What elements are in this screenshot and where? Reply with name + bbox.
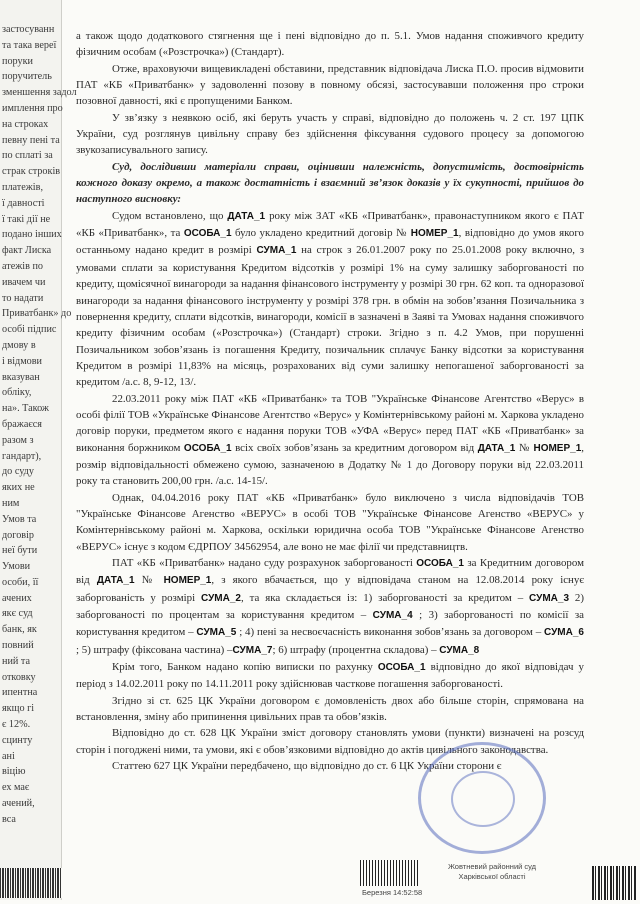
bleed-line: имплення про <box>2 102 63 114</box>
bleed-line: до суду <box>2 466 34 478</box>
stamp-court-line1: Жовтневий районний суд <box>447 862 537 871</box>
bleed-line: договір <box>2 529 35 541</box>
stamp-court-line2: Харківської області <box>458 872 526 881</box>
bleed-line: повний <box>2 640 34 652</box>
text-segment: , розмір відповідальності обмежено сумою, зазначеною в Додатку № 1 до Договору поруки від 22.03.2011 року та становить 200,00 грн. /а.с. 14-15/. <box>76 441 584 488</box>
bleed-line: ех має <box>2 782 30 794</box>
bleed-line: на». Також <box>2 403 49 415</box>
bleed-line: гандарт), <box>2 450 42 462</box>
bleed-line: особі підпис <box>2 324 57 336</box>
registration-stamp <box>360 860 556 900</box>
bleed-line: ачених <box>2 592 32 604</box>
bleed-line: ний та <box>2 655 31 667</box>
paragraph-p3 <box>76 110 584 159</box>
right-barcode <box>592 866 636 900</box>
bleed-line: обліку, <box>2 387 32 399</box>
text-segment: Судом встановлено, що <box>112 209 228 222</box>
bleed-line: разом з <box>2 434 34 446</box>
bleed-line: ї такі дії не <box>2 213 51 225</box>
bleed-line: і відмови <box>2 355 43 367</box>
bleed-line: атежів по <box>2 260 44 272</box>
court-seal-stamp <box>418 742 546 854</box>
bleed-line: вса <box>2 813 16 825</box>
bleed-line: ивачем чи <box>2 276 46 288</box>
text-segment: , та яка складається із: 1) заборгованості за кредитом – <box>240 591 530 604</box>
paragraph-p4 <box>76 159 584 208</box>
text-segment: на строк з 26.01.2007 року по 25.01.2008 року включно, з умовами сплати за користування Кредитом відсотків у розмірі 1% на суму залишку заборгованості по кредиту, щомісячної винагороди за надання фінансового інструменту у розмірі 30 грн. 62 коп. та одноразової винагороди за надання фінансового інструменту у розмірі 378 грн. в обмін на зобов’язання Позичальника з повернення кредиту, сплати відсотків, винагороди, комісії в зазначені в Заяві та Умовах надання споживчого кредиту фізичним особам («Розстрочка») (Стандарт) строки. Згідно з п. 4.2 Умов, при порушенні Позичальником зобов’язань із погашення Кредиту, позичальник сплачує Банку відсотки за користування Кредитом в розмірі 11,83% на місяць, розрахованих від суми залишку непогашеної заборгованості за кредитом /а.с. 8, 9-12, 13/. <box>76 244 584 389</box>
bleed-line: зменшення задол <box>2 87 77 99</box>
anonymized-placeholder: НОМЕР_1 <box>410 228 459 240</box>
bleed-line: сцинту <box>2 734 33 746</box>
stamp-timestamp: Березня 14:52:58 <box>362 888 423 897</box>
bleed-line: особи, її <box>2 576 39 588</box>
text-segment: Суд, дослідивши матеріали справи, оцінивши належність, допустимість, достовірність кожного доказу окремо, а також достатність і взаємний зв’язок доказів у їх сукупності, прийшов до наступного висновку: <box>76 160 584 206</box>
anonymized-placeholder: СУМА_1 <box>256 245 297 257</box>
anonymized-placeholder: СУМА_6 <box>544 627 584 639</box>
bleed-line: ї давності <box>2 197 45 209</box>
text-segment: 2) заборгованості по процентам за користування кредитом – <box>76 591 584 622</box>
bleed-line: певну пені та <box>2 134 60 146</box>
bleed-line: поруки <box>2 55 34 67</box>
paragraph-p1 <box>76 28 584 61</box>
anonymized-placeholder: СУМА_4 <box>372 610 413 622</box>
bleed-line: то надати <box>2 292 44 304</box>
stamp-barcode <box>360 860 420 886</box>
bleed-line: по сплаті за <box>2 150 53 162</box>
text-segment: У зв’язку з неявкою осіб, які беруть участь у справі, відповідно до положень ч. 2 ст. 197 ЦПК України, суд розглянув цивільну справу без здійснення фіксування судового процесу за допомогою звукозаписувального запису. <box>76 111 584 157</box>
text-segment: 22.03.2011 року між ПАТ «КБ «Приватбанк» та ТОВ "Українське Фінансове Агентство «Верус» в особі філії ТОВ «Українське Фінансове Агентство «Верус» у Комінтернівському районі м. Харкова укладено договір поруки, предметом якого є надання поруки ТОВ «УФА «Верус» перед ПАТ «КБ «Приватбанк» за виконання боржником <box>76 392 584 454</box>
paragraph-p7 <box>76 490 584 555</box>
anonymized-placeholder: ДАТА_1 <box>477 442 516 454</box>
bleed-line: Приватбанк» до <box>2 308 72 320</box>
text-segment: Отже, враховуючи вищевикладені обставини, представник відповідача Лиска П.О. просив відмовити ПАТ «КБ «Приватбанк» у задоволенні позову в повному обсязі, застосувавши положення про строки позовної давності, які є пропущеними Банком. <box>76 62 584 108</box>
anonymized-placeholder: НОМЕР_1 <box>533 442 582 454</box>
paragraph-p5 <box>76 208 584 391</box>
bleed-line: банк, як <box>2 624 37 636</box>
adjacent-page-bleed <box>0 0 77 900</box>
text-segment: ; 5) штрафу (фіксована частина) – <box>76 643 233 656</box>
bleed-line: факт Лиска <box>2 245 52 257</box>
bleed-line: отковку <box>2 671 36 683</box>
paragraph-p2 <box>76 61 584 110</box>
text-segment: Згідно зі ст. 625 ЦК України договором є домовленість двох або більше сторін, спрямована на встановлення, зміну або припинення цивільних прав та обов’язків. <box>76 694 584 724</box>
text-segment: Статтею 627 ЦК України передбачено, що відповідно до ст. 6 ЦК України сторони є <box>112 760 502 773</box>
bleed-line: страк строків <box>2 166 61 178</box>
bleed-line: застосуванн <box>2 24 55 35</box>
anonymized-placeholder: ДАТА_1 <box>227 210 266 222</box>
bleed-line: віцію <box>2 766 26 778</box>
anonymized-placeholder: СУМА_2 <box>200 592 241 604</box>
paragraph-p6 <box>76 391 584 490</box>
text-segment: Відповідно до ст. 628 ЦК України зміст договору становлять умови (пункти) визначені на розсуд сторін і погоджені ними, та умови, які є обов’язковими відповідно до актів цивільного законодавства. <box>76 727 584 756</box>
bleed-line: поручитель <box>2 71 52 83</box>
text-segment: ПАТ «КБ «Приватбанк» надано суду розрахунок заборгованості <box>112 557 417 569</box>
bleed-line: якє суд <box>2 608 33 620</box>
text-segment: відповідно до якої відповідач у період з 14.02.2011 року по 14.11.2011 року здійснював часткове погашення заборгованості. <box>76 661 584 691</box>
bleed-line: ним <box>2 497 20 509</box>
anonymized-placeholder: СУМА_5 <box>196 627 237 639</box>
text-segment: , відповідно до умов якого останньому надано кредит в розмірі <box>76 227 584 257</box>
anonymized-placeholder: СУМА_8 <box>439 644 480 656</box>
left-barcode <box>0 868 62 898</box>
anonymized-placeholder: СУМА_3 <box>529 592 570 604</box>
text-segment: № <box>515 441 534 454</box>
text-segment: Крім того, Банком надано копію виписки по рахунку <box>112 661 378 674</box>
bleed-line: якщо гі <box>2 703 35 715</box>
anonymized-placeholder: СУМА_7 <box>232 644 273 656</box>
text-segment: ; 3) заборгованості по комісії за користування кредитом – <box>76 609 585 639</box>
bleed-line: яких не <box>2 482 35 494</box>
anonymized-placeholder: ОСОБА_1 <box>416 558 464 569</box>
bleed-line: ачений, <box>2 798 35 810</box>
text-segment: всіх своїх зобов’язань за кредитним договором від <box>231 441 478 454</box>
bleed-line: ані <box>2 750 15 762</box>
text-segment: за Кредитним договором від <box>76 557 584 587</box>
paragraph-p8 <box>76 555 584 659</box>
bleed-line: неї бути <box>2 545 38 557</box>
text-segment: ; 4) пені за несвоєчасність виконання зобов’язань за договором – <box>236 626 544 639</box>
anonymized-placeholder: ОСОБА_1 <box>183 442 232 454</box>
anonymized-placeholder: ДАТА_1 <box>96 575 135 587</box>
bleed-line: подано інших <box>2 229 62 241</box>
text-segment: , з якого вбачається, що у відповідача станом на 12.08.2014 року існує заборгованість у розмірі <box>76 574 584 604</box>
anonymized-placeholder: НОМЕР_1 <box>163 575 212 587</box>
text-segment: а також щодо додаткового стягнення ще і пені відповідно до п. 5.1. Умов надання споживчого кредиту фізичним особам («Розстрочка») (Стандарт). <box>76 30 584 59</box>
paragraph-p9 <box>76 659 584 693</box>
bleed-line: ипентна <box>2 687 38 699</box>
bleed-line: платежів, <box>2 181 43 193</box>
bleed-line: бражаєся <box>2 418 42 430</box>
court-decision-text <box>76 28 584 774</box>
bleed-line: Умов та <box>2 513 37 525</box>
bleed-line: є 12%. <box>2 719 31 731</box>
text-segment: ; 6) штрафу (процентна складова) – <box>272 643 440 656</box>
text-segment: року між ЗАТ «КБ «Приватбанк», правонаступником якого є ПАТ «КБ «Приватбанк», та <box>76 209 584 240</box>
text-segment: було укладено кредитний договір № <box>231 227 411 240</box>
bleed-line: дмову в <box>2 339 36 351</box>
stamp-court-name <box>428 862 556 882</box>
bleed-line: Умови <box>2 561 31 573</box>
bleed-line: вказуван <box>2 371 40 383</box>
paragraph-p10 <box>76 693 584 726</box>
text-segment: Однак, 04.04.2016 року ПАТ «КБ «Приватбанк» було виключено з числа відповідачів ТОВ "Українське Фінансове Агенство «ВЕРУС» в особі ТОВ "Українське Фінансове Агенство «ВЕРУС» у Комінтернівському районі м. Харкова, оскільки юридична особа ТОВ "Українське Фінансове Агенство «ВЕРУС» існує з кодом ЄДРПОУ 34562954, але воно не має філії чи представництв. <box>76 491 584 553</box>
bleed-line: та така вереї <box>2 39 57 51</box>
anonymized-placeholder: ОСОБА_1 <box>183 228 232 240</box>
anonymized-placeholder: ОСОБА_1 <box>377 662 426 674</box>
bleed-line: на строках <box>2 118 49 130</box>
text-segment: № <box>134 574 164 587</box>
